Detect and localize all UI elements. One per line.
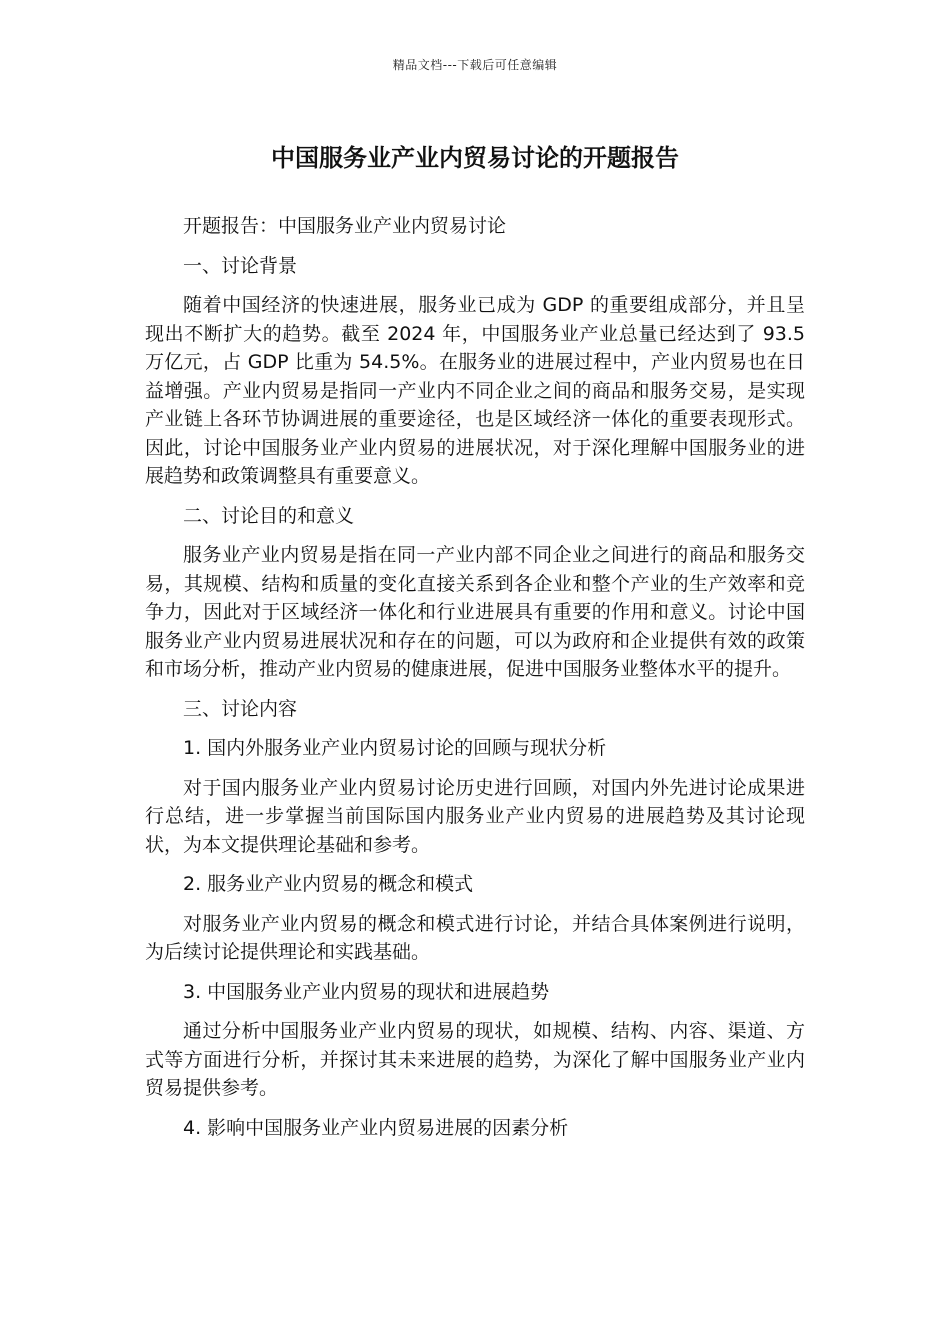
subsection-heading-3: 3. 中国服务业产业内贸易的现状和进展趋势 bbox=[183, 980, 550, 1003]
subsection-paragraph-3: 通过分析中国服务业产业内贸易的现状，如规模、结构、内容、渠道、方式等方面进行分析，并探讨其未来进展的趋势，为深化了解中国服务业产业内贸易提供参考。 bbox=[145, 1020, 805, 1099]
subsection-heading-4: 4. 影响中国服务业产业内贸易进展的因素分析 bbox=[183, 1116, 569, 1139]
section-heading-content: 三、讨论内容 bbox=[183, 697, 298, 720]
report-subtitle: 开题报告：中国服务业产业内贸易讨论 bbox=[183, 215, 507, 237]
background-paragraph: 随着中国经济的快速进展，服务业已成为 GDP 的重要组成部分，并且呈现出不断扩大的趋势。截至 2024 年，中国服务业产业总量已经达到了 93.5 万亿元，占 GDP 比重为 54.5%。在服务业的进展过程中，产业内贸易也在日益增强。产业内贸易是指同一产业内不同企业之间的商品和服务交易，是实现产业链上各环节协调进展的重要途径，也是区域经济一体化的重要表现形式。因此，讨论中国服务业产业内贸易的进展状况，对于深化理解中国服务业的进展趋势和政策调整具有重要意义。 bbox=[145, 294, 805, 487]
subsection-heading-2: 2. 服务业产业内贸易的概念和模式 bbox=[183, 873, 474, 895]
subsection-paragraph-1: 对于国内服务业产业内贸易讨论历史进行回顾，对国内外先进讨论成果进行总结，进一步掌握当前国际国内服务业产业内贸易的进展趋势及其讨论现状，为本文提供理论基础和参考。 bbox=[145, 776, 805, 856]
subsection-paragraph-2: 对服务业产业内贸易的概念和模式进行讨论，并结合具体案例进行说明，为后续讨论提供理论和实践基础。 bbox=[145, 912, 805, 963]
document-body bbox=[145, 212, 805, 1153]
document-title: 中国服务业产业内贸易讨论的开题报告 bbox=[271, 144, 679, 172]
header-note: 精品文档---下载后可任意编辑 bbox=[392, 58, 558, 72]
purpose-paragraph: 服务业产业内贸易是指在同一产业内部不同企业之间进行的商品和服务交易，其规模、结构和质量的变化直接关系到各企业和整个产业的生产效率和竞争力，因此对于区域经济一体化和行业进展具有重要的作用和意义。讨论中国服务业产业内贸易进展状况和存在的问题，可以为政府和企业提供有效的政策和市场分析，推动产业内贸易的健康进展，促进中国服务业整体水平的提升。 bbox=[145, 544, 805, 680]
subsection-heading-1: 1. 国内外服务业产业内贸易讨论的回顾与现状分析 bbox=[183, 737, 607, 759]
section-heading-purpose: 二、讨论目的和意义 bbox=[183, 504, 355, 527]
section-heading-background: 一、讨论背景 bbox=[183, 254, 298, 277]
